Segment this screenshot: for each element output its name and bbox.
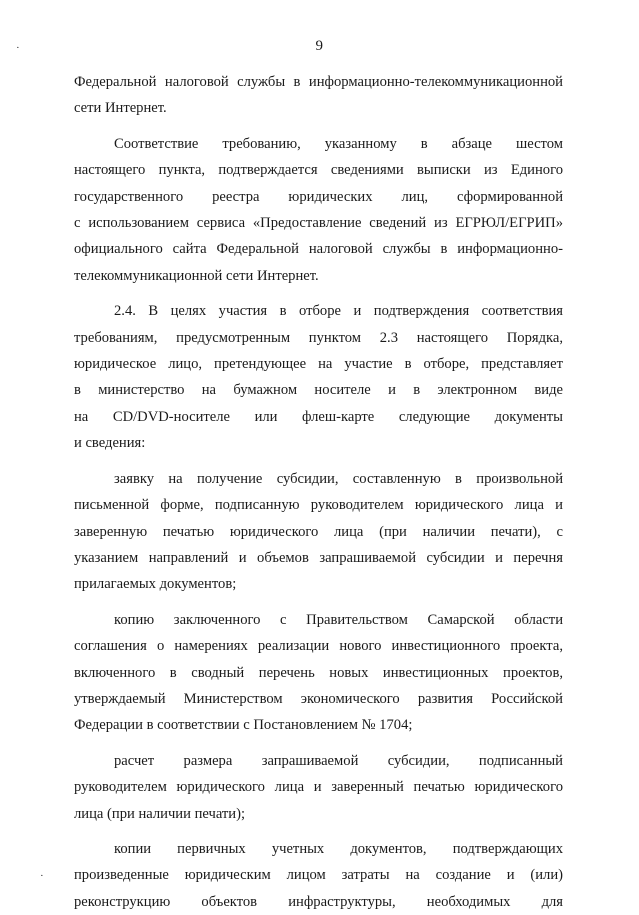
text-line: реконструкцию объектов инфраструктуры, необходимых для	[74, 893, 563, 910]
text-line: юридическое лицо, претендующее на участие в отборе, представляет	[74, 356, 563, 373]
text-line: официального сайта Федеральной налоговой службы в информационно-	[74, 241, 563, 258]
text-line: соглашения о намерениях реализации нового инвестиционного проекта,	[74, 638, 563, 655]
text-line: письменной форме, подписанную руководителем юридического лица и	[74, 497, 563, 514]
page-number: 9	[315, 38, 324, 54]
text-line: заявку на получение субсидии, составленную в произвольной	[114, 470, 563, 487]
paragraph-p2	[74, 131, 563, 289]
text-line: прилагаемых документов;	[74, 576, 237, 593]
text-line: копию заключенного с Правительством Самарской области	[114, 611, 563, 628]
text-line: Федерации в соответствии с Постановлением № 1704;	[74, 717, 413, 734]
text-line: Соответствие требованию, указанному в абзаце шестом	[114, 135, 563, 152]
text-line: государственного реестра юридических лиц, сформированной	[74, 188, 563, 205]
text-line: Федеральной налоговой службы в информационно-телекоммуникационной	[74, 74, 563, 90]
paragraph-p6	[74, 748, 563, 827]
text-line: на CD/DVD-носителе или флеш-карте следующие документы	[74, 408, 563, 425]
text-line: указанием направлений и объемов запрашиваемой субсидии и перечня	[74, 549, 563, 566]
scan-speck: ·	[16, 42, 20, 54]
text-line: копии первичных учетных документов, подтверждающих	[114, 840, 563, 857]
text-line: 2.4. В целях участия в отборе и подтверждения соответствия	[114, 303, 563, 320]
paragraph-p1	[74, 69, 563, 122]
text-line: произведенные юридическим лицом затраты на создание и (или)	[74, 867, 563, 884]
text-line: настоящего пункта, подтверждается сведениями выписки из Единого	[74, 162, 563, 179]
text-line: включенного в сводный перечень новых инвестиционных проектов,	[74, 664, 563, 681]
paragraph-p7	[74, 836, 563, 915]
text-line: лица (при наличии печати);	[74, 805, 246, 822]
scan-speck: ·	[40, 870, 44, 882]
text-line: расчет размера запрашиваемой субсидии, подписанный	[114, 752, 563, 769]
paragraph-p5	[74, 607, 563, 739]
text-line: заверенную печатью юридического лица (при наличии печати), с	[74, 523, 563, 540]
text-line: утверждаемый Министерством экономического развития Российской	[74, 690, 563, 707]
text-line: требованиям, предусмотренным пунктом 2.3 настоящего Порядка,	[74, 329, 563, 346]
paragraph-p4	[74, 466, 563, 598]
text-line: сети Интернет.	[74, 100, 167, 117]
paragraph-p3	[74, 298, 563, 456]
text-line: телекоммуникационной сети Интернет.	[74, 267, 319, 284]
text-line: с использованием сервиса «Предоставление сведений из ЕГРЮЛ/ЕГРИП»	[74, 215, 563, 232]
document-body	[74, 69, 563, 915]
text-line: руководителем юридического лица и заверенный печатью юридического	[74, 779, 563, 796]
text-line: в министерство на бумажном носителе и в электронном виде	[74, 382, 563, 399]
text-line: и сведения:	[74, 435, 146, 452]
